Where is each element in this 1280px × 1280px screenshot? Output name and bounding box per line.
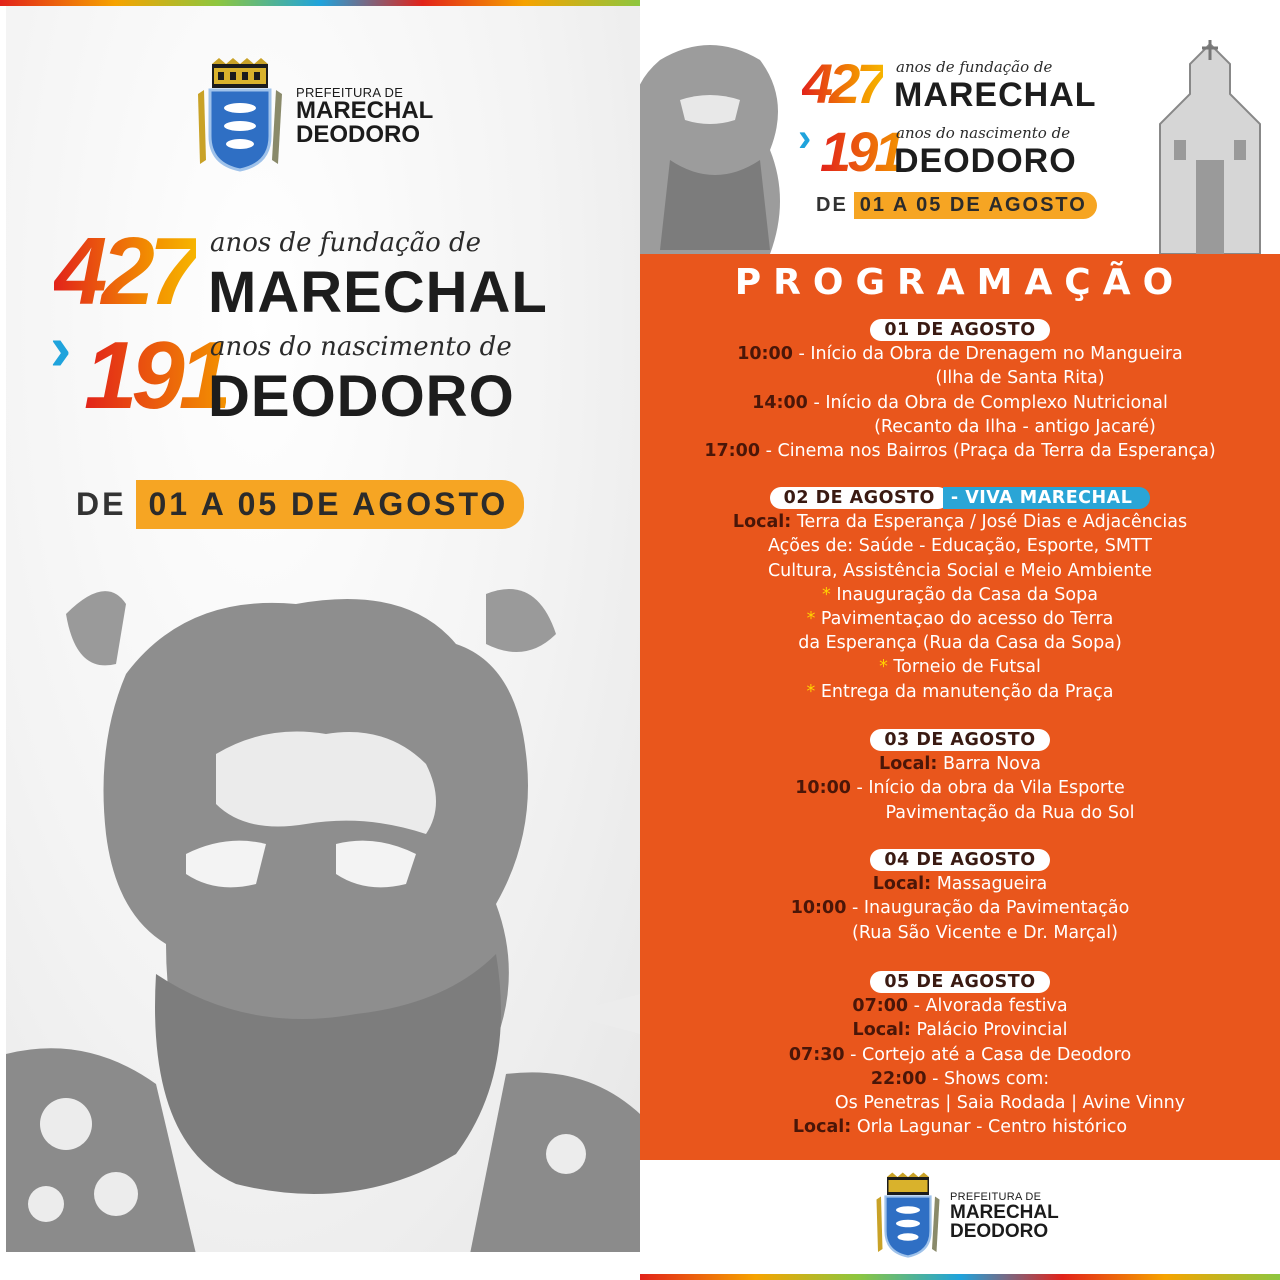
prefeitura-logo <box>192 58 433 174</box>
date-pill: 01 A 05 DE AGOSTO <box>136 480 524 529</box>
day-2-line-4: * Inauguração da Casa da Sopa <box>822 584 1098 605</box>
date-prefix-small: DE <box>816 194 848 216</box>
church-sketch <box>1140 40 1280 254</box>
day-5-line-6: Local: Orla Lagunar - Centro histórico <box>792 1117 1128 1138</box>
word-marechal: MARECHAL <box>208 260 548 325</box>
day-1 <box>640 318 1280 463</box>
date-pill-small: 01 A 05 DE AGOSTO <box>854 192 1097 219</box>
day-3-line-3: Pavimentação da Rua do Sol <box>885 802 1135 823</box>
number-427-small: 427 <box>802 52 884 115</box>
chevron-icon: › <box>50 312 72 384</box>
date-range-small <box>816 192 1097 219</box>
word-deodoro: DEODORO <box>208 364 515 429</box>
day-2-line-1: Local: Terra da Esperança / José Dias e Adjacências <box>732 512 1188 533</box>
number-191: 191 <box>84 322 227 429</box>
day-5-line-1: 07:00 - Alvorada festiva <box>852 996 1068 1017</box>
day-2-line-5: * Pavimentaçao do acesso do Terra <box>806 609 1114 630</box>
portrait-sketch <box>640 40 800 254</box>
script-line-2-small: anos do nascimento de <box>896 124 1071 142</box>
day-1-label: 01 DE AGOSTO <box>870 319 1049 341</box>
day-5-line-3: 07:30 - Cortejo até a Casa de Deodoro <box>788 1044 1132 1065</box>
day-1-line-2: (Ilha de Santa Rita) <box>935 368 1105 389</box>
logo-line3: DEODORO <box>296 120 421 148</box>
day-4-line-1: Local: Massagueira <box>872 874 1048 895</box>
right-poster <box>640 0 1280 1280</box>
script-line-1: anos de fundação de <box>210 228 482 258</box>
chevron-icon-small: › <box>798 116 812 160</box>
day-4-line-2: 10:00 - Inauguração da Pavimentação <box>790 898 1130 919</box>
day-2-line-8: * Entrega da manutenção da Praça <box>806 681 1114 702</box>
headline-small <box>798 52 1138 186</box>
day-3-line-1: Local: Barra Nova <box>879 754 1041 775</box>
day-1-line-5: 17:00 - Cinema nos Bairros (Praça da Terra da Esperança) <box>704 441 1216 462</box>
left-poster <box>6 6 640 1252</box>
coat-of-arms-icon <box>192 58 288 174</box>
day-2-line-3: Cultura, Assistência Social e Meio Ambiente <box>767 560 1153 581</box>
bottom-color-stripe-right <box>640 1274 1280 1280</box>
coat-of-arms-icon-small <box>872 1172 944 1260</box>
day-2-highlight: - VIVA MARECHAL <box>943 487 1150 509</box>
day-4-label: 04 DE AGOSTO <box>870 849 1049 871</box>
day-5-line-4: 22:00 - Shows com: <box>870 1068 1050 1089</box>
day-3-label: 03 DE AGOSTO <box>870 729 1049 751</box>
program-section <box>640 254 1280 1160</box>
script-line-2: anos do nascimento de <box>210 332 512 362</box>
day-1-line-1: 10:00 - Início da Obra de Drenagem no Mangueira <box>737 344 1183 365</box>
day-2-label: 02 DE AGOSTO <box>770 487 949 509</box>
day-1-line-4: (Recanto da Ilha - antigo Jacaré) <box>874 416 1156 437</box>
day-3-line-2: 10:00 - Início da obra da Vila Esporte <box>795 778 1125 799</box>
number-191-small: 191 <box>820 120 902 183</box>
day-1-line-3: 14:00 - Início da Obra de Complexo Nutricional <box>752 392 1168 413</box>
number-427: 427 <box>54 218 197 325</box>
date-range <box>76 480 524 529</box>
day-4 <box>640 848 1280 945</box>
day-5-line-2: Local: Palácio Provincial <box>852 1020 1068 1041</box>
logo-line2: MARECHAL <box>296 96 434 124</box>
prefeitura-logo-bottom <box>872 1172 1059 1260</box>
word-marechal-small: MARECHAL <box>894 76 1097 114</box>
script-line-1-small: anos de fundação de <box>896 58 1053 76</box>
day-2-line-7: * Torneio de Futsal <box>879 657 1041 678</box>
program-title: PROGRAMAÇÃO <box>734 262 1186 303</box>
logo-line1: PREFEITURA DE <box>296 84 404 100</box>
word-deodoro-small: DEODORO <box>894 142 1077 180</box>
date-prefix: DE <box>76 486 127 522</box>
logo-bottom-line3: DEODORO <box>950 1220 1049 1242</box>
headline <box>50 218 610 429</box>
deodoro-portrait <box>6 554 640 1252</box>
day-5 <box>640 970 1280 1139</box>
day-2-line-2: Ações de: Saúde - Educação, Esporte, SMTT <box>767 536 1152 557</box>
day-2 <box>640 486 1280 704</box>
logo-bottom-line2: MARECHAL <box>950 1201 1059 1223</box>
day-5-label: 05 DE AGOSTO <box>870 971 1049 993</box>
day-3 <box>640 728 1280 825</box>
day-4-line-3: (Rua São Vicente e Dr. Marçal) <box>852 922 1118 943</box>
logo-bottom-line1: PREFEITURA DE <box>950 1190 1042 1203</box>
day-2-line-6: da Esperança (Rua da Casa da Sopa) <box>798 633 1122 654</box>
day-5-line-5: Os Penetras | Saia Rodada | Avine Vinny <box>834 1093 1186 1114</box>
